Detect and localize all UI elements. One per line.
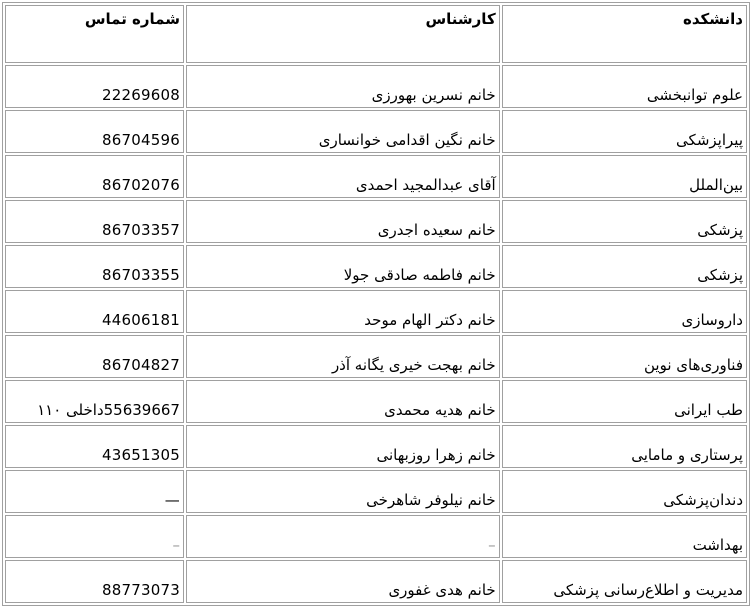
cell-phone: 86704596 [5,110,184,153]
cell-expert: خانم نگین اقدامی خوانساری [186,110,500,153]
cell-faculty: پرستاری و مامایی [502,425,747,468]
table-header-row [5,5,747,63]
cell-faculty: داروسازی [502,290,747,333]
contacts-table-container [2,2,750,599]
table-row [5,560,747,603]
cell-faculty: دندان‌پزشکی [502,470,747,513]
cell-expert: خانم هدی غفوری [186,560,500,603]
table-row [5,155,747,198]
cell-faculty: پیراپزشکی [502,110,747,153]
cell-phone: 22269608 [5,65,184,108]
cell-expert: خانم بهجت خیری یگانه آذر [186,335,500,378]
cell-phone: 44606181 [5,290,184,333]
cell-faculty: بهداشت [502,515,747,558]
table-row [5,380,747,423]
table-row [5,290,747,333]
cell-faculty: پزشکی [502,245,747,288]
table-row [5,200,747,243]
cell-phone: 86703355 [5,245,184,288]
header-expert: کارشناس [186,5,500,63]
table-row [5,425,747,468]
cell-faculty: فناوری‌های نوین [502,335,747,378]
cell-faculty: مدیریت و اطلاع‌رسانی پزشکی [502,560,747,603]
table-row [5,65,747,108]
cell-expert: آقای عبدالمجید احمدی [186,155,500,198]
table-row [5,515,747,558]
table-row [5,470,747,513]
cell-faculty: علوم توانبخشی [502,65,747,108]
cell-expert: – [186,515,500,558]
cell-expert: خانم سعیده اجدری [186,200,500,243]
cell-expert: خانم زهرا روزبهانی [186,425,500,468]
cell-phone: – [5,515,184,558]
table-row [5,245,747,288]
cell-expert: خانم دکتر الهام موحد [186,290,500,333]
table-row [5,110,747,153]
cell-expert: خانم نیلوفر شاهرخی [186,470,500,513]
cell-expert: خانم فاطمه صادقی جولا [186,245,500,288]
cell-phone: 86702076 [5,155,184,198]
cell-phone: 88773073 [5,560,184,603]
cell-phone: 55639667داخلی ۱۱۰ [5,380,184,423]
cell-phone: 86704827 [5,335,184,378]
cell-phone: — [5,470,184,513]
cell-faculty: بین‌الملل [502,155,747,198]
cell-expert: خانم هدیه محمدی [186,380,500,423]
cell-expert: خانم نسرین بهورزی [186,65,500,108]
cell-faculty: پزشکی [502,200,747,243]
cell-phone: 86703357 [5,200,184,243]
table-row [5,335,747,378]
contacts-table [2,2,750,606]
header-faculty: دانشکده [502,5,747,63]
cell-phone: 43651305 [5,425,184,468]
cell-faculty: طب ایرانی [502,380,747,423]
header-phone: شماره تماس [5,5,184,63]
